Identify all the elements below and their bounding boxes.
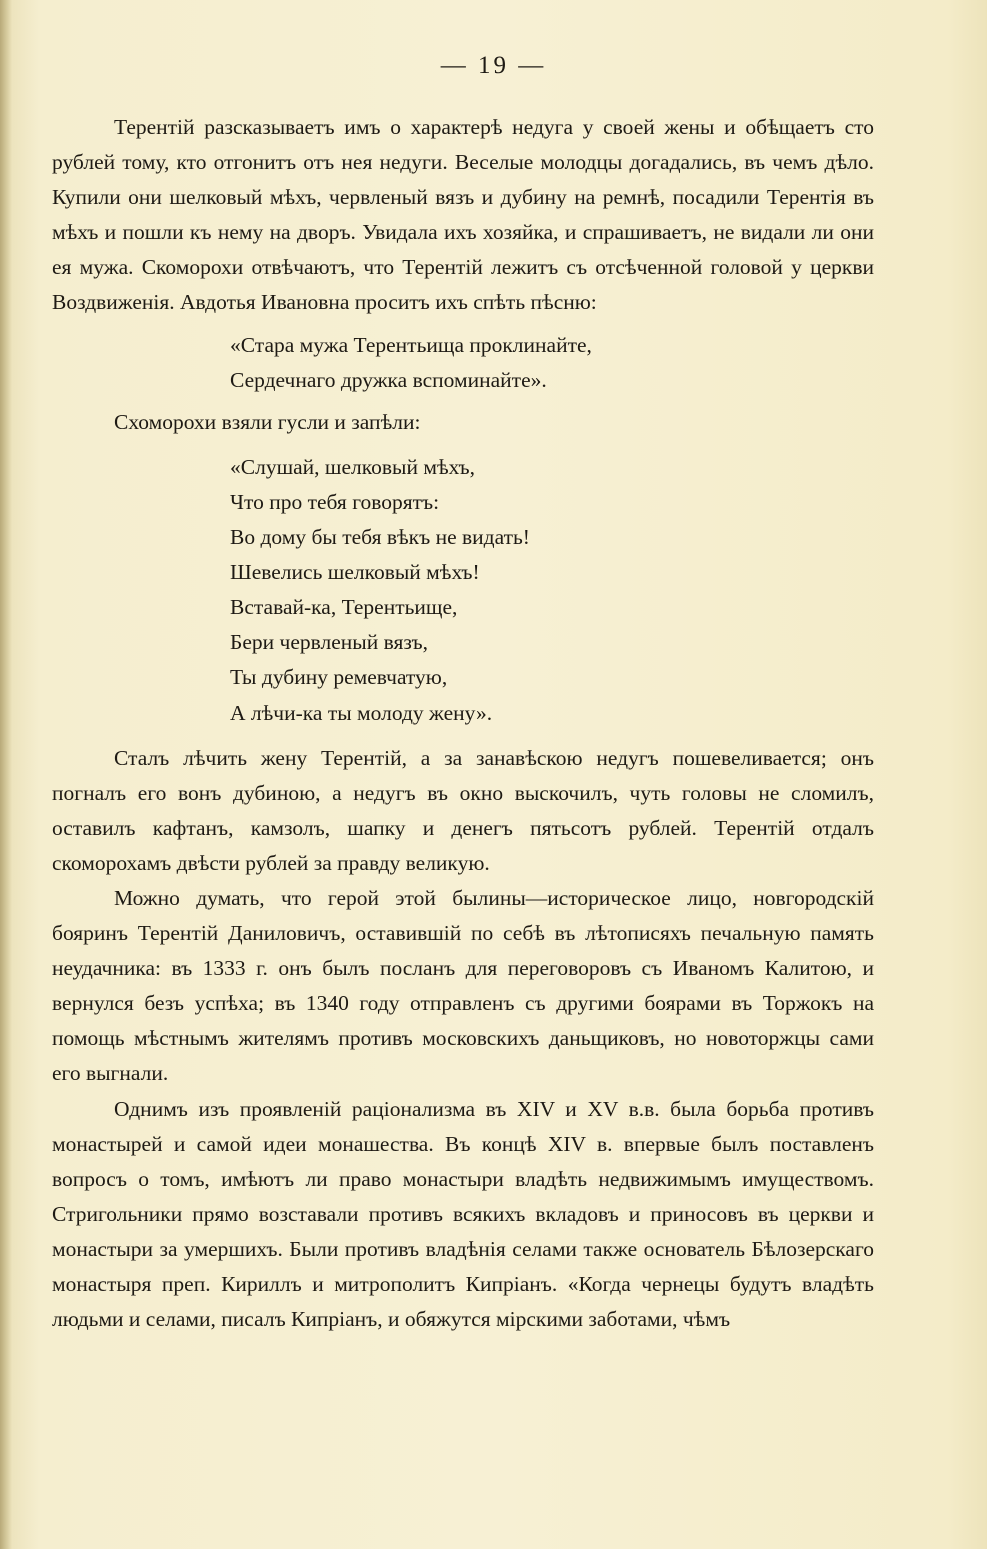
verse-line: Что про тебя говорятъ: bbox=[230, 489, 440, 514]
paragraph-5: Однимъ изъ проявленій раціонализма въ XIV и XV в.в. была борьба противъ монастырей и самой идеи монашества. Въ концѣ XIV в. впервые былъ поставленъ вопросъ о томъ, имѣютъ ли право монастыри владѣть недвижимымъ имуществомъ. Стригольники прямо возставали противъ всякихъ вкладовъ и приносовъ въ церкви и монастыри за умершихъ. Были противъ владѣнія селами также основатель Бѣлозерскаго монастыря преп. Кириллъ и митрополитъ Кипріанъ. «Когда чернецы будутъ владѣть людьми и селами, писалъ Кипріанъ, и обяжутся мірскими заботами, чѣмъ bbox=[52, 1096, 874, 1332]
verse-line: Во дому бы тебя вѣкъ не видать! bbox=[230, 525, 530, 550]
verse-line: А лѣчи-ка ты молоду жену». bbox=[230, 700, 493, 725]
verse-1 bbox=[52, 328, 874, 398]
page-body bbox=[52, 110, 874, 1337]
paragraph-4: Можно думать, что герой этой былины—историческое лицо, новгородскій бояринъ Терентій Даниловичъ, оставившій по себѣ въ лѣтописяхъ печальную память неудачника: въ 1333 г. онъ былъ посланъ для переговоровъ съ Иваномъ Калитою, и вернулся безъ успѣха; въ 1340 году отправленъ съ другими боярами въ Торжокъ на помощь мѣстнымъ жителямъ противъ московскихъ даньщиковъ, но новоторжцы сами его выгнали. bbox=[52, 885, 874, 1086]
verse-line: Ты дубину ремевчатую, bbox=[230, 665, 448, 690]
page-spine-shadow bbox=[0, 0, 12, 1549]
verse-line: Вставай-ка, Терентьище, bbox=[230, 595, 458, 620]
verse-line: Бери червленый вязъ, bbox=[230, 630, 428, 655]
paragraph-3: Сталъ лѣчить жену Терентій, а за занавѣскою недугъ пошевеливается; онъ погналъ его вонъ дубиною, а недугъ въ окно выскочилъ, чуть головы не сломилъ, оставилъ кафтанъ, камзолъ, шапку и денегъ пятьсотъ рублей. Терентій отдалъ скоморохамъ двѣсти рублей за правду великую. bbox=[52, 745, 874, 875]
paragraph-2: Схоморохи взяли гусли и запѣли: bbox=[114, 409, 421, 434]
verse-line: «Слушай, шелковый мѣхъ, bbox=[230, 454, 476, 479]
verse-line: «Стара мужа Терентьища проклинайте, bbox=[230, 332, 592, 357]
verse-2 bbox=[52, 450, 874, 731]
paragraph-1: Терентій разсказываетъ имъ о характерѣ недуга у своей жены и обѣщаетъ сто рублей тому, кто отгонитъ отъ нея недуги. Веселые молодцы догадались, въ чемъ дѣло. Купили они шелковый мѣхъ, червленый вязъ и дубину на ремнѣ, посадили Терентія въ мѣхъ и пошли къ нему на дворъ. Увидала ихъ хозяйка, и спрашиваетъ, не видали ли они ея мужа. Скоморохи отвѣчаютъ, что Терентій лежитъ съ отсѣченной головой у церкви Воздвиженія. Авдотья Ивановна проситъ ихъ спѣть пѣсню: bbox=[52, 115, 874, 315]
verse-line: Шевелись шелковый мѣхъ! bbox=[230, 560, 480, 585]
verse-line: Сердечнаго дружка вспоминайте». bbox=[230, 367, 547, 392]
page-number: — 19 — bbox=[440, 52, 547, 79]
